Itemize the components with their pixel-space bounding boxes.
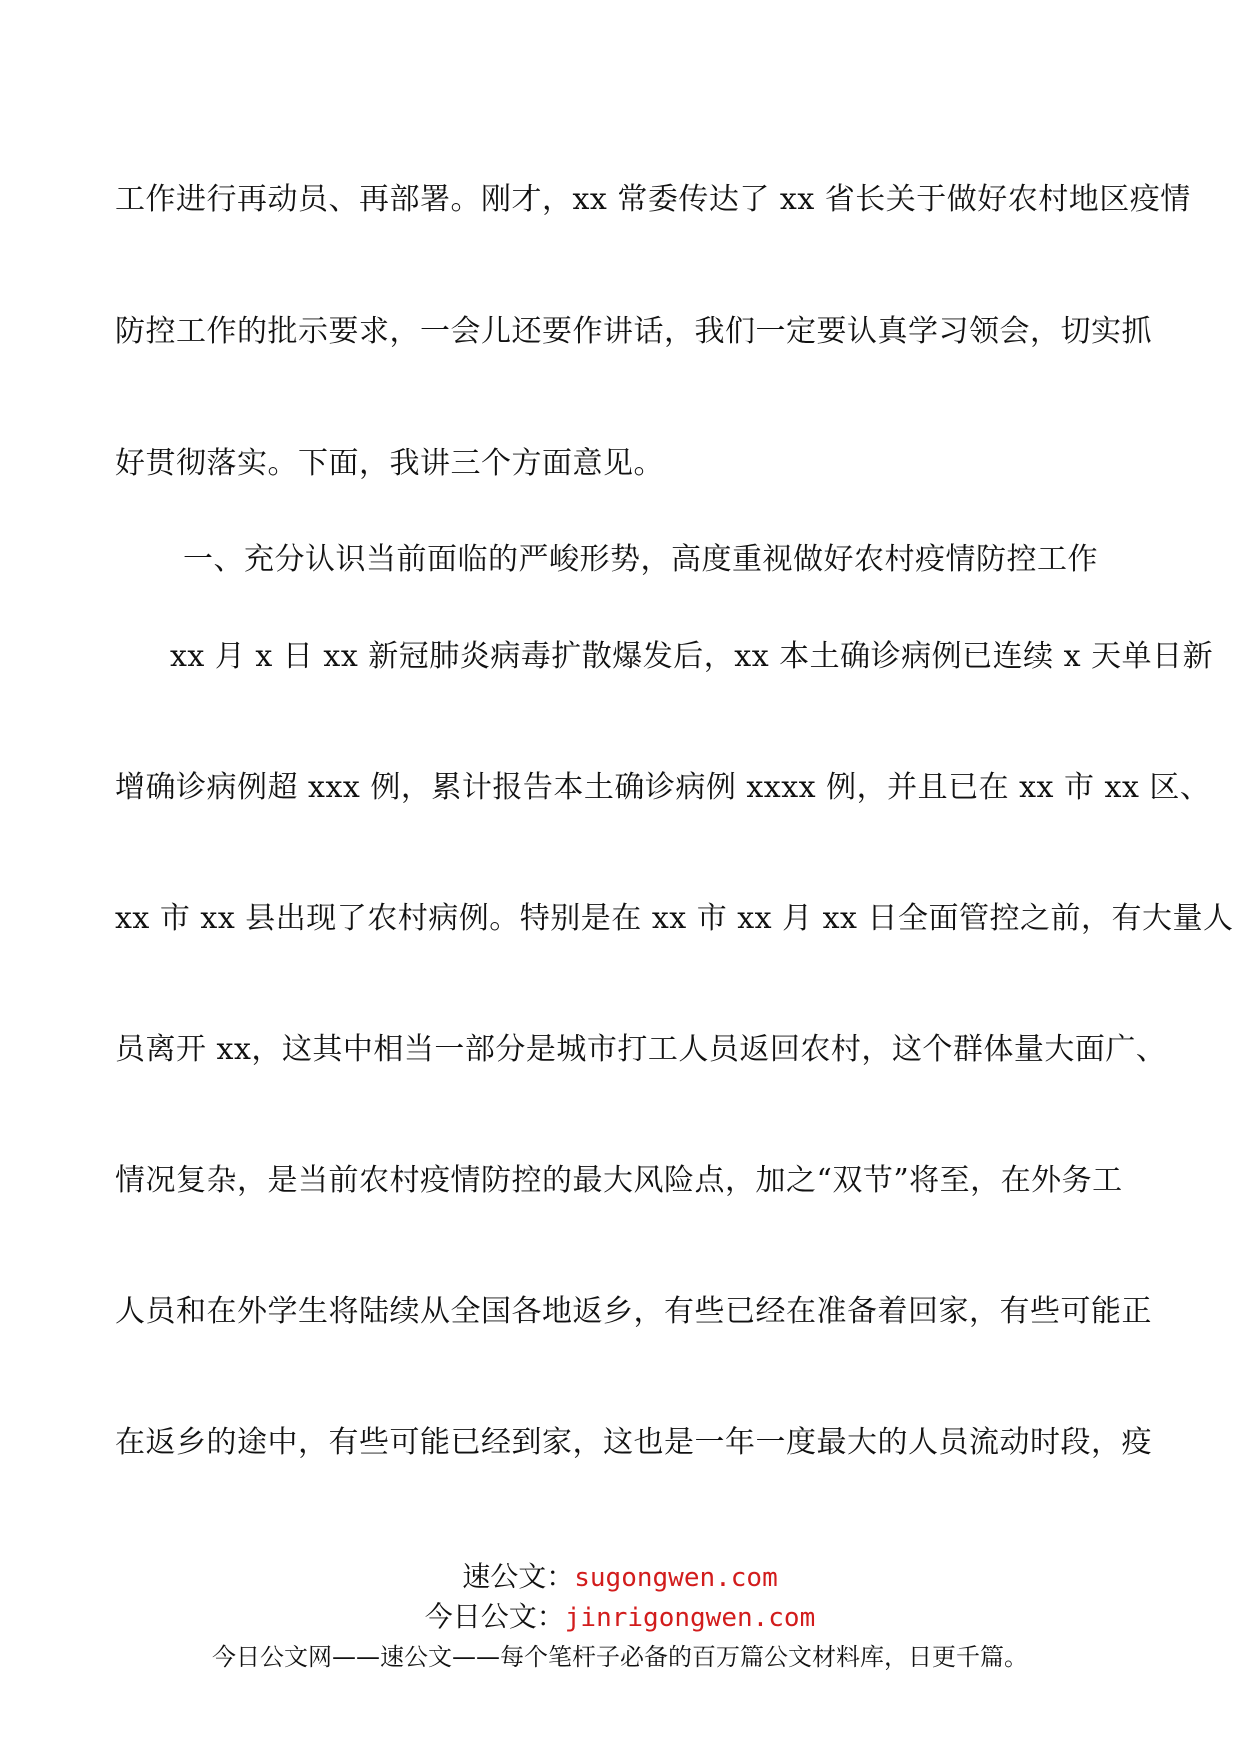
footer-label: 速公文： xyxy=(462,1560,575,1593)
body-text-line: xx 月 x 日 xx 新冠肺炎病毒扩散爆发后，xx 本土确诊病例已连续 x 天单日新 xyxy=(170,639,1214,674)
footer-link-sugongwen[interactable]: sugongwen.com xyxy=(574,1563,778,1593)
footer-jinrigongwen xyxy=(0,1598,1240,1637)
footer-sugongwen xyxy=(0,1558,1240,1597)
body-text-line: 情况复杂，是当前农村疫情防控的最大风险点，加之“双节”将至，在外务工 xyxy=(115,1163,1123,1198)
footer-link-jinrigongwen[interactable]: jinrigongwen.com xyxy=(564,1603,816,1633)
body-text-line: 人员和在外学生将陆续从全国各地返乡，有些已经在准备着回家，有些可能正 xyxy=(115,1294,1152,1329)
body-text-line: 增确诊病例超 xxx 例，累计报告本土确诊病例 xxxx 例，并且已在 xx 市 xx 区、 xyxy=(115,770,1211,805)
body-text-line: 员离开 xx，这其中相当一部分是城市打工人员返回农村，这个群体量大面广、 xyxy=(115,1032,1167,1067)
footer-tagline: 今日公文网——速公文——每个笔杆子必备的百万篇公文材料库，日更千篇。 xyxy=(212,1643,1028,1671)
body-text-line: 防控工作的批示要求，一会儿还要作讲话，我们一定要认真学习领会，切实抓 xyxy=(115,314,1152,349)
body-text-line: xx 市 xx 县出现了农村病例。特别是在 xx 市 xx 月 xx 日全面管控之前，有大量人 xyxy=(115,901,1234,936)
body-text-line: 好贯彻落实。下面，我讲三个方面意见。 xyxy=(115,446,664,481)
footer-label: 今日公文： xyxy=(424,1600,565,1633)
body-text-line: 工作进行再动员、再部署。刚才，xx 常委传达了 xx 省长关于做好农村地区疫情 xyxy=(115,182,1191,217)
section-heading: 一、充分认识当前面临的严峻形势，高度重视做好农村疫情防控工作 xyxy=(183,542,1098,577)
body-text-line: 在返乡的途中，有些可能已经到家，这也是一年一度最大的人员流动时段，疫 xyxy=(115,1425,1152,1460)
